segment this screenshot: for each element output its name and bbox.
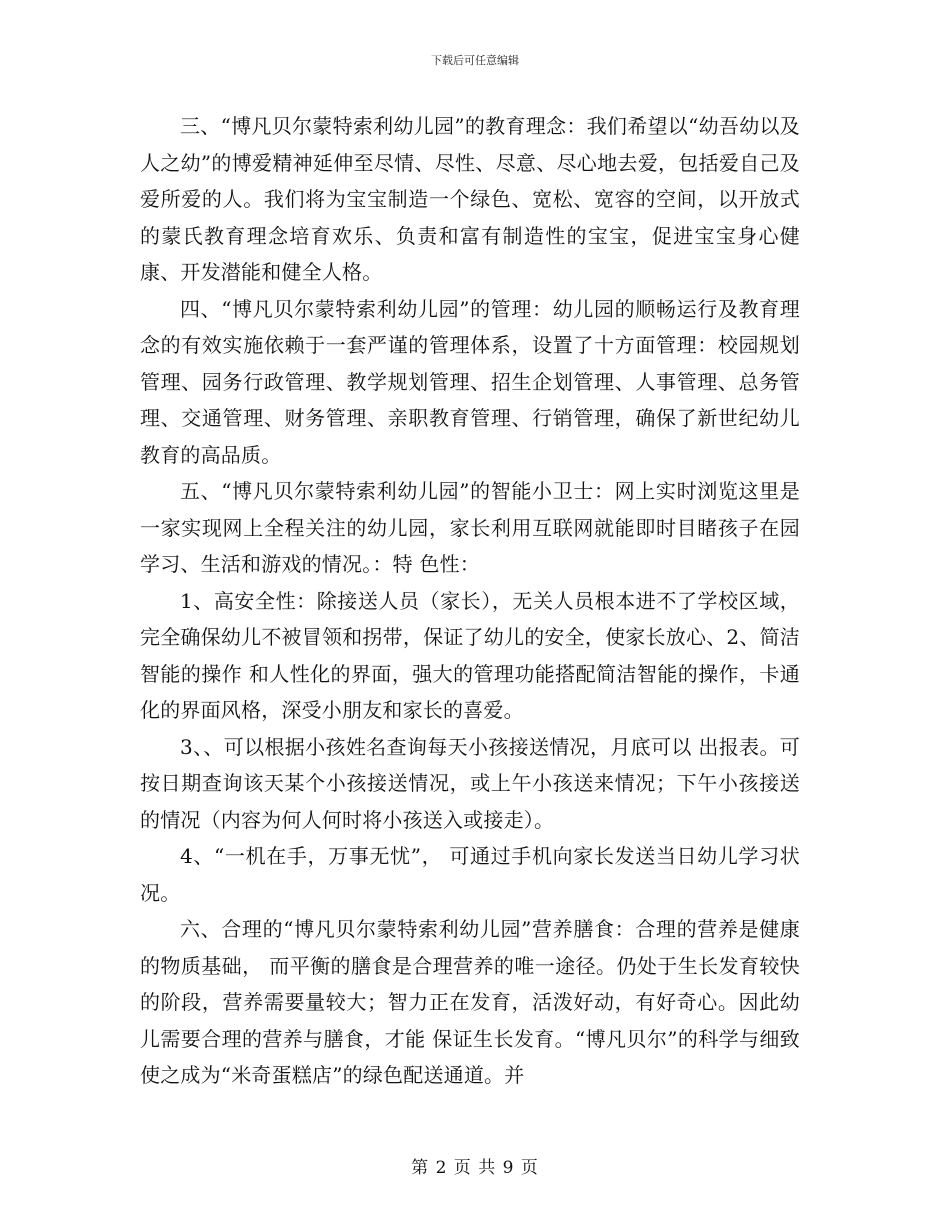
page-number: 第 2 页 共 9 页: [411, 1158, 539, 1178]
paragraph-management: 四、“博凡贝尔蒙特索利幼儿园”的管理：幼儿园的顺畅运行及教育理念的有效实施依赖于一套严谨的管理体系，设置了十方面管理：校园规划管理、园务行政管理、教学规划管理、招生企划管理、人事管理、总务管理、交通管理、财务管理、亲职教育管理、行销管理，确保了新世纪幼儿教育的高品质。: [140, 296, 800, 467]
paragraph-feature-security: 1、高安全性：除接送人员（家长），无关人员根本进不了学校区域，完全确保幼儿不被冒领和拐带，保证了幼儿的安全，使家长放心、2、简洁智能的操作 和人性化的界面，强大的管理功能搭配简洁智能的操作，卡通化的界面风格，深受小朋友和家长的喜爱。: [140, 588, 800, 722]
paragraph-nutrition: 六、合理的“博凡贝尔蒙特索利幼儿园”营养膳食：合理的营养是健康的物质基础， 而平衡的膳食是合理营养的唯一途径。仍处于生长发育较快的阶段，营养需要量较大；智力正在发育，活泼好动，有好奇心。因此幼儿需要合理的营养与膳食，才能 保证生长发育。“博凡贝尔”的科学与细致使之成为“米奇蛋糕店”的绿色配送通道。并: [140, 917, 800, 1087]
document-body: [140, 108, 800, 1094]
paragraph-feature-mobile: 4、“一机在手，万事无忧”， 可通过手机向家长发送当日幼儿学习状况。: [140, 844, 800, 905]
paragraph-feature-query: 3、、可以根据小孩姓名查询每天小孩接送情况，月底可以 出报表。可按日期查询该天某个小孩接送情况，或上午小孩送来情况；下午小孩接送的情况（内容为何人何时将小孩送入或接走）。: [140, 734, 800, 832]
paragraph-smart-guard: 五、“博凡贝尔蒙特索利幼儿园”的智能小卫士：网上实时浏览这里是一家实现网上全程关注的幼儿园，家长利用互联网就能即时目睹孩子在园学习、生活和游戏的情况。：特 色性：: [140, 479, 800, 576]
page-header: 下载后可任意编辑: [431, 54, 519, 67]
paragraph-education-philosophy: 三、“博凡贝尔蒙特索利幼儿园”的教育理念：我们希望以“幼吾幼以及人之幼”的博爱精神延伸至尽情、尽性、尽意、尽心地去爱，包括爱自己及爱所爱的人。我们将为宝宝制造一个绿色、宽松、宽容的空间，以开放式的蒙氏教育理念培育欢乐、负责和富有制造性的宝宝，促进宝宝身心健康、开发潜能和健全人格。: [140, 114, 800, 284]
